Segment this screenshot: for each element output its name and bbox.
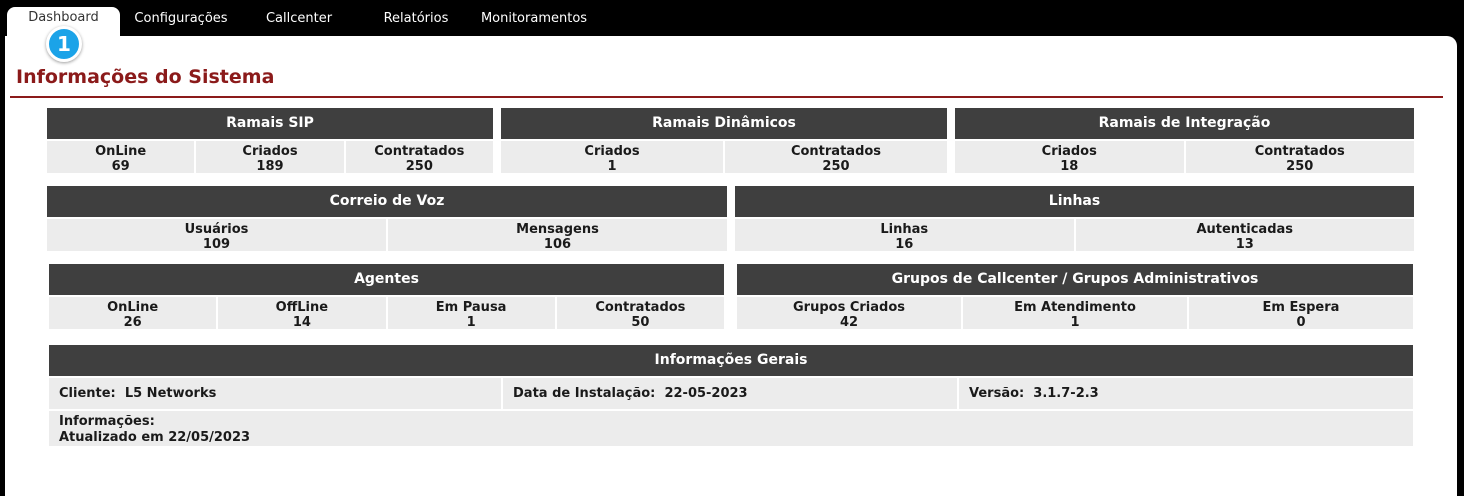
linhas-box (735, 186, 1414, 251)
ramais-dinamicos-box (501, 108, 947, 173)
ramais-integracao-criados: Criados 18 (955, 141, 1184, 173)
informacoes-value: Atualizado em 22/05/2023 (59, 430, 251, 445)
agentes-em-pausa: Em Pausa 1 (388, 297, 555, 329)
data-instalacao-value: 22-05-2023 (664, 386, 748, 401)
top-tab-bar (0, 0, 1464, 37)
correio-voz-header: Correio de Voz (47, 186, 727, 217)
agentes-offline: OffLine 14 (218, 297, 385, 329)
linhas-header: Linhas (735, 186, 1414, 217)
cliente-value: L5 Networks (124, 386, 217, 401)
versao-value: 3.1.7-2.3 (1033, 386, 1099, 401)
ramais-dinamicos-header: Ramais Dinâmicos (501, 108, 947, 139)
grupos-criados: Grupos Criados 42 (737, 297, 961, 329)
linhas-autenticadas: Autenticadas 13 (1076, 219, 1415, 251)
cliente-field: Cliente: L5 Networks (49, 378, 501, 409)
ramais-sip-box (47, 108, 493, 173)
tab-callcenter[interactable]: Callcenter (265, 11, 333, 26)
ramais-integracao-contratados: Contratados 250 (1186, 141, 1415, 173)
agentes-contratados: Contratados 50 (557, 297, 724, 329)
ramais-dinamicos-contratados: Contratados 250 (725, 141, 947, 173)
ramais-sip-criados: Criados 189 (196, 141, 343, 173)
correio-voz-usuarios: Usuários 109 (47, 219, 386, 251)
tab-relatorios[interactable]: Relatórios (383, 11, 449, 26)
ramais-sip-online: OnLine 69 (47, 141, 194, 173)
step-badge: 1 (46, 26, 82, 62)
main-panel (5, 36, 1457, 496)
ramais-dinamicos-criados: Criados 1 (501, 141, 723, 173)
informacoes-gerais-header: Informações Gerais (49, 345, 1413, 376)
correio-voz-mensagens: Mensagens 106 (388, 219, 727, 251)
tab-configuracoes[interactable]: Configurações (134, 11, 228, 26)
ramais-integracao-box (955, 108, 1414, 173)
correio-voz-box (47, 186, 727, 251)
agentes-online: OnLine 26 (49, 297, 216, 329)
grupos-em-atendimento: Em Atendimento 1 (963, 297, 1187, 329)
tab-dashboard[interactable]: Dashboard (7, 7, 120, 37)
tab-monitoramentos[interactable]: Monitoramentos (480, 11, 588, 26)
ramais-integracao-header: Ramais de Integração (955, 108, 1414, 139)
ramais-sip-header: Ramais SIP (47, 108, 493, 139)
title-divider (10, 96, 1443, 98)
grupos-em-espera: Em Espera 0 (1189, 297, 1413, 329)
grupos-header: Grupos de Callcenter / Grupos Administrativos (737, 264, 1413, 295)
informacoes-field: Informações: Atualizado em 22/05/2023 (49, 411, 1413, 446)
agentes-header: Agentes (49, 264, 724, 295)
agentes-box (49, 264, 724, 329)
informacoes-gerais-box (49, 345, 1413, 446)
linhas-total: Linhas 16 (735, 219, 1074, 251)
ramais-sip-contratados: Contratados 250 (346, 141, 493, 173)
data-instalacao-field: Data de Instalação: 22-05-2023 (503, 378, 957, 409)
versao-field: Versão: 3.1.7-2.3 (959, 378, 1413, 409)
grupos-box (737, 264, 1413, 329)
page-title: Informações do Sistema (16, 66, 275, 88)
